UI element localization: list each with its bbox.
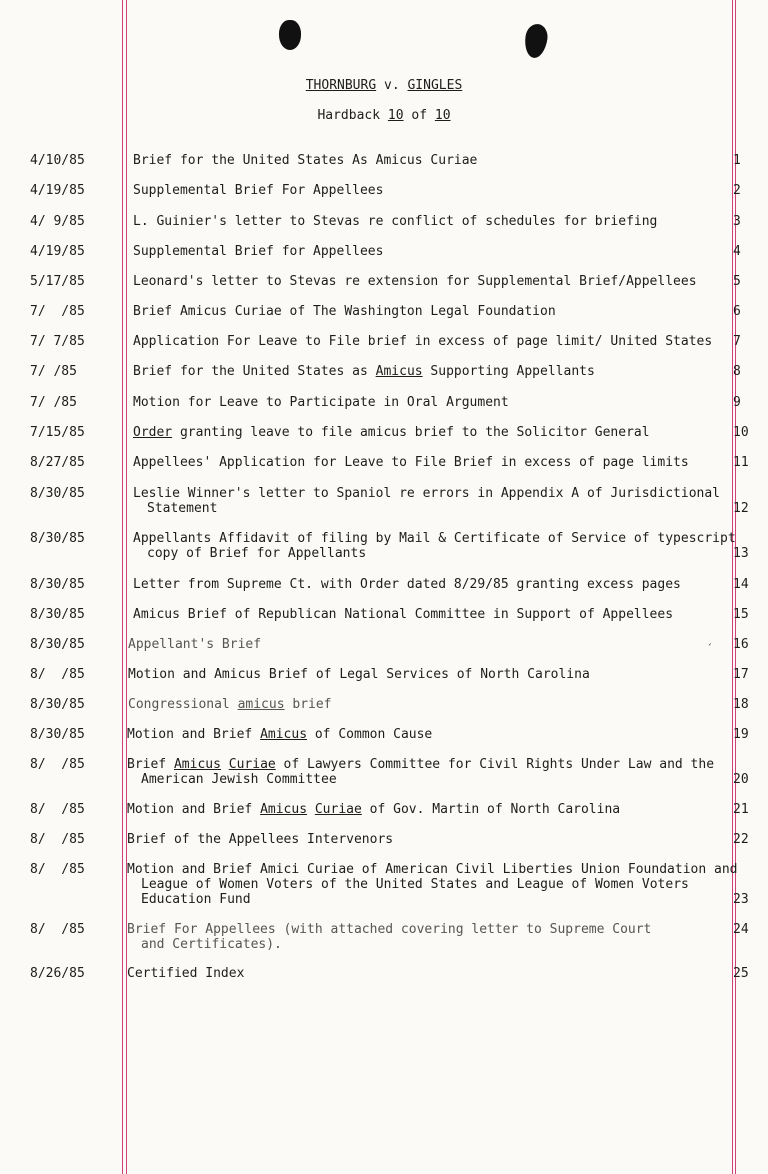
entry-date: 8/30/85	[30, 486, 85, 501]
entry-description	[133, 607, 723, 622]
entry-description	[128, 667, 718, 682]
entry-text: Certified Index	[127, 966, 245, 981]
punch-hole-icon	[279, 20, 301, 50]
entry-description	[133, 577, 723, 592]
entry-number: 23	[733, 892, 749, 907]
entry-number: 25	[733, 966, 749, 981]
entry-text: Motion for Leave to Participate in Oral Argument	[133, 395, 509, 410]
entry-text: Brief of the Appellees Intervenors	[127, 832, 394, 847]
entry-number: 18	[733, 697, 749, 712]
entry-text: Application For Leave to File brief in excess of page limit/ United States	[133, 334, 713, 349]
entry-text: of Lawyers Committee for Civil Rights Under Law and the	[275, 757, 715, 772]
entry-number: 14	[733, 577, 749, 592]
entry-number: 12	[733, 501, 749, 516]
entry-date: 7/ /85	[30, 364, 77, 379]
entry-description	[133, 364, 723, 379]
entry-text: Amicus Brief of Republican National Committee in Support of Appellees	[133, 607, 674, 622]
entry-number: 10	[733, 425, 749, 440]
entry-number: 3	[733, 214, 741, 229]
entry-text: of Common Cause	[307, 727, 433, 742]
entry-text: Letter from Supreme Ct. with Order dated 8/29/85 granting excess pages	[133, 577, 681, 592]
entry-description	[128, 697, 718, 712]
entry-text: of Gov. Martin of North Carolina	[361, 802, 621, 817]
entry-text: Leslie Winner's letter to Spaniol re errors in Appendix A of Jurisdictional	[133, 486, 720, 501]
entry-description	[127, 802, 717, 817]
entry-text: Brief for the United States As Amicus Curiae	[133, 153, 478, 168]
entry-description	[133, 304, 723, 319]
entry-description	[133, 486, 723, 516]
entry-description	[127, 727, 717, 742]
entry-continuation: copy of Brief for Appellants	[147, 546, 367, 561]
entry-number: 20	[733, 772, 749, 787]
entry-number: 16	[733, 637, 749, 652]
entry-date: 4/ 9/85	[30, 214, 85, 229]
entry-text: Motion and Amicus Brief of Legal Services of North Carolina	[128, 667, 590, 682]
entry-date: 7/15/85	[30, 425, 85, 440]
entry-date: 7/ /85	[30, 395, 77, 410]
entry-date: 4/10/85	[30, 153, 85, 168]
entry-text: L. Guinier's letter to Stevas re conflict of schedules for briefing	[133, 214, 658, 229]
entry-number: 21	[733, 802, 749, 817]
entry-text: Brief Amicus Curiae of The Washington Legal Foundation	[133, 304, 556, 319]
entry-text	[307, 802, 315, 817]
entry-description	[133, 153, 723, 168]
entry-date: 4/19/85	[30, 183, 85, 198]
entry-date: 8/30/85	[30, 637, 85, 652]
entry-number: 24	[733, 922, 749, 937]
entry-date: 8/ /85	[30, 667, 85, 682]
entry-number: 15	[733, 607, 749, 622]
entry-description	[128, 637, 718, 652]
entry-date: 8/ /85	[30, 802, 85, 817]
entry-date: 8/ /85	[30, 862, 85, 877]
entry-text: Order	[133, 425, 173, 440]
entry-text: Congressional	[128, 697, 238, 712]
entry-text: Brief for the United States as	[133, 364, 376, 379]
entry-continuation: Statement	[147, 501, 218, 516]
party-1: THORNBURG	[305, 78, 377, 93]
entry-text: Curiae	[228, 757, 276, 772]
entry-number: 7	[733, 334, 741, 349]
entry-text: Curiae	[314, 802, 362, 817]
entry-description	[127, 922, 717, 952]
entry-date: 5/17/85	[30, 274, 85, 289]
entry-number: 9	[733, 395, 741, 410]
entry-text: Leonard's letter to Stevas re extension for Supplemental Brief/Appellees	[133, 274, 697, 289]
entry-description	[133, 455, 723, 470]
entry-number: 17	[733, 667, 749, 682]
entry-text: Motion and Brief	[127, 802, 261, 817]
entry-text: Supporting Appellants	[422, 364, 595, 379]
entry-description	[133, 244, 723, 259]
hardback-line: Hardback 10 of 10	[317, 108, 451, 123]
entry-text: Appellant's Brief	[128, 637, 262, 652]
entry-date: 8/ /85	[30, 832, 85, 847]
entry-description	[127, 862, 738, 907]
entry-text: Appellees' Application for Leave to File Brief in excess of page limits	[133, 455, 689, 470]
entry-description	[133, 425, 723, 440]
entry-date: 8/30/85	[30, 727, 85, 742]
entry-date: 4/19/85	[30, 244, 85, 259]
entry-date: 8/30/85	[30, 577, 85, 592]
entry-description	[133, 214, 723, 229]
left-margin-line-2	[126, 0, 127, 1174]
entry-number: 19	[733, 727, 749, 742]
entry-text: Brief	[127, 757, 174, 772]
entry-number: 6	[733, 304, 741, 319]
entry-date: 8/27/85	[30, 455, 85, 470]
entry-description	[133, 531, 736, 561]
entry-continuation: and Certificates).	[141, 937, 282, 952]
entry-text: Supplemental Brief for Appellees	[133, 244, 384, 259]
entry-number: 4	[733, 244, 741, 259]
entry-text: Amicus	[375, 364, 423, 379]
entry-number: 1	[733, 153, 741, 168]
party-2: GINGLES	[407, 78, 463, 93]
versus: v.	[384, 78, 400, 93]
left-margin-line	[122, 0, 123, 1174]
entry-text: Motion and Brief	[127, 727, 261, 742]
entry-text: Amicus	[260, 802, 308, 817]
entry-description	[133, 274, 723, 289]
entry-text: granting leave to file amicus brief to the Solicitor General	[172, 425, 650, 440]
hardback-number: 10	[387, 108, 404, 123]
entry-number: 8	[733, 364, 741, 379]
entry-description	[133, 395, 723, 410]
entry-continuation: League of Women Voters of the United States and League of Women Voters	[141, 877, 689, 892]
entry-date: 8/ /85	[30, 757, 85, 772]
entry-date: 7/ 7/85	[30, 334, 85, 349]
entry-date: 8/26/85	[30, 966, 85, 981]
entry-date: 8/30/85	[30, 697, 85, 712]
entry-number: 2	[733, 183, 741, 198]
entry-date: 8/ /85	[30, 922, 85, 937]
entry-text: Amicus	[260, 727, 308, 742]
entry-date: 7/ /85	[30, 304, 85, 319]
entry-description	[133, 183, 723, 198]
entry-description	[127, 832, 717, 847]
entry-number: 5	[733, 274, 741, 289]
entry-continuation: Education Fund	[141, 892, 251, 907]
entry-text: Appellants Affidavit of filing by Mail & Certificate of Service of typescript	[133, 531, 736, 546]
entry-text: Supplemental Brief For Appellees	[133, 183, 384, 198]
entry-number: 22	[733, 832, 749, 847]
entry-number: 11	[733, 455, 749, 470]
entry-description	[127, 966, 717, 981]
entry-description	[133, 334, 723, 349]
entry-text: brief	[284, 697, 332, 712]
entry-number: 13	[733, 546, 749, 561]
case-title	[0, 78, 768, 93]
entry-text: Brief For Appellees (with attached covering letter to Supreme Court	[127, 922, 652, 937]
entry-date: 8/30/85	[30, 531, 85, 546]
punch-hole-icon	[523, 23, 550, 60]
entry-text: Motion and Brief Amici Curiae of American Civil Liberties Union Foundation and	[127, 862, 738, 877]
entry-description	[127, 757, 717, 787]
hardback-total: 10	[434, 108, 451, 123]
stray-mark-icon: ´	[706, 642, 713, 655]
entry-text: amicus	[237, 697, 285, 712]
entry-text: Amicus	[173, 757, 221, 772]
entry-date: 8/30/85	[30, 607, 85, 622]
entry-text	[221, 757, 229, 772]
entry-continuation: American Jewish Committee	[141, 772, 337, 787]
